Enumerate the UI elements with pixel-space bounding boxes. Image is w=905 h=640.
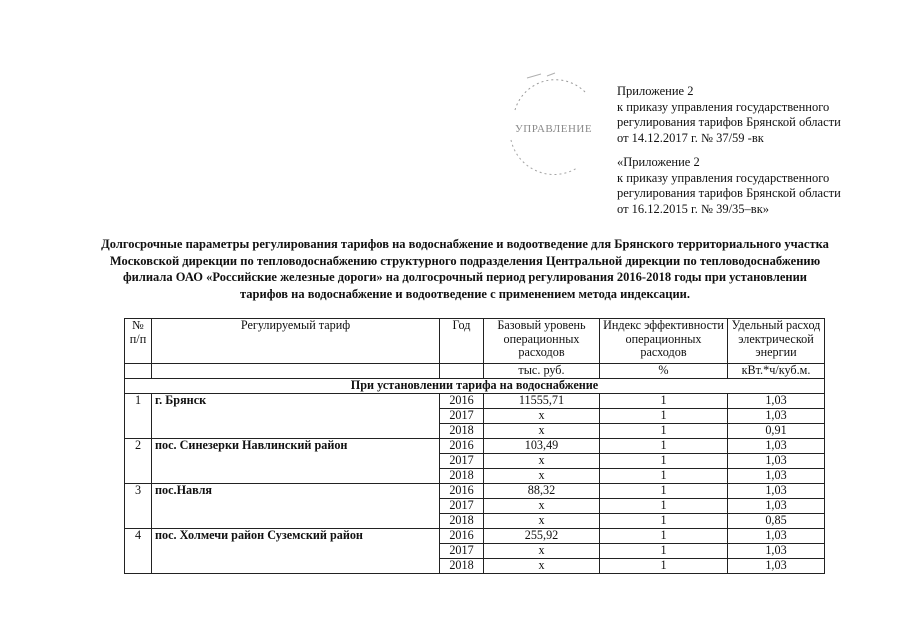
row-efficiency-index: 1 <box>600 409 728 424</box>
row-year: 2018 <box>440 559 484 574</box>
row-year: 2016 <box>440 484 484 499</box>
row-efficiency-index: 1 <box>600 424 728 439</box>
document-title <box>70 236 860 302</box>
row-base-cost: x <box>484 544 600 559</box>
title-line: Московской дирекции по тепловодоснабжению структурного подразделения Центральной дирекции по тепловодоснабжению <box>109 253 821 268</box>
header-efficiency-index: Индекс эффективности операционных расходов <box>600 319 728 364</box>
header-tariff: Регулируемый тариф <box>152 319 440 364</box>
row-energy: 0,85 <box>728 514 825 529</box>
header-num: № п/п <box>125 319 152 364</box>
row-base-cost: 103,49 <box>484 439 600 454</box>
row-efficiency-index: 1 <box>600 499 728 514</box>
row-year: 2018 <box>440 469 484 484</box>
row-base-cost: x <box>484 469 600 484</box>
row-efficiency-index: 1 <box>600 559 728 574</box>
row-base-cost: x <box>484 499 600 514</box>
row-number: 4 <box>125 529 152 574</box>
row-year: 2016 <box>440 394 484 409</box>
table-row <box>125 394 825 409</box>
header-year: Год <box>440 319 484 364</box>
row-year: 2016 <box>440 529 484 544</box>
table-row <box>125 484 825 499</box>
annex-line: к приказу управления государственного <box>617 170 830 185</box>
row-base-cost: 255,92 <box>484 529 600 544</box>
annex-line: к приказу управления государственного <box>617 99 830 114</box>
row-efficiency-index: 1 <box>600 454 728 469</box>
row-base-cost: 11555,71 <box>484 394 600 409</box>
row-energy: 0,91 <box>728 424 825 439</box>
row-efficiency-index: 1 <box>600 439 728 454</box>
row-base-cost: x <box>484 424 600 439</box>
row-location: пос. Холмечи район Суземский район <box>152 529 440 574</box>
units-empty <box>152 364 440 379</box>
row-base-cost: x <box>484 514 600 529</box>
row-year: 2016 <box>440 439 484 454</box>
units-efficiency-index: % <box>600 364 728 379</box>
row-energy: 1,03 <box>728 394 825 409</box>
row-location: г. Брянск <box>152 394 440 439</box>
row-year: 2018 <box>440 424 484 439</box>
row-efficiency-index: 1 <box>600 544 728 559</box>
units-empty <box>440 364 484 379</box>
units-empty <box>125 364 152 379</box>
row-base-cost: x <box>484 454 600 469</box>
title-line: филиала ОАО «Российские железные дороги» на долгосрочный период регулирования 2016-2018 годы при установлении <box>122 270 808 284</box>
row-base-cost: x <box>484 559 600 574</box>
row-number: 1 <box>125 394 152 439</box>
row-energy: 1,03 <box>728 469 825 484</box>
row-energy: 1,03 <box>728 559 825 574</box>
row-year: 2017 <box>440 544 484 559</box>
row-energy: 1,03 <box>728 484 825 499</box>
annex-reference-previous <box>617 155 841 217</box>
table-row <box>125 439 825 454</box>
title-line: тарифов на водоснабжение и водоотведение с применением метода индексации. <box>240 286 690 301</box>
row-location: пос.Навля <box>152 484 440 529</box>
row-energy: 1,03 <box>728 499 825 514</box>
annex-line: Приложение 2 <box>617 84 694 98</box>
row-efficiency-index: 1 <box>600 484 728 499</box>
row-location: пос. Синезерки Навлинский район <box>152 439 440 484</box>
section-row <box>125 379 825 394</box>
row-number: 2 <box>125 439 152 484</box>
row-energy: 1,03 <box>728 454 825 469</box>
table-header-row <box>125 319 825 364</box>
table-body <box>125 379 825 574</box>
annex-reference-current <box>617 84 841 146</box>
row-year: 2017 <box>440 499 484 514</box>
table-units-row <box>125 364 825 379</box>
row-efficiency-index: 1 <box>600 394 728 409</box>
header-energy-consumption: Удельный расход электрической энергии <box>728 319 825 364</box>
row-year: 2017 <box>440 409 484 424</box>
row-energy: 1,03 <box>728 529 825 544</box>
row-year: 2018 <box>440 514 484 529</box>
annex-line: от 14.12.2017 г. № 37/59 -вк <box>617 130 764 145</box>
row-efficiency-index: 1 <box>600 514 728 529</box>
row-energy: 1,03 <box>728 439 825 454</box>
units-energy: кВт.*ч/куб.м. <box>728 364 825 379</box>
annex-line: регулирования тарифов Брянской области <box>617 186 841 201</box>
row-energy: 1,03 <box>728 409 825 424</box>
row-base-cost: 88,32 <box>484 484 600 499</box>
annex-line: «Приложение 2 <box>617 155 700 169</box>
row-energy: 1,03 <box>728 544 825 559</box>
title-line: Долгосрочные параметры регулирования тарифов на водоснабжение и водоотведение для Брянского территориального участка <box>101 237 829 251</box>
annex-line: от 16.12.2015 г. № 39/35–вк» <box>617 201 770 216</box>
header-base-cost: Базовый уровень операционных расходов <box>484 319 600 364</box>
tariff-parameters-table <box>124 318 825 574</box>
table-row <box>125 529 825 544</box>
row-number: 3 <box>125 484 152 529</box>
row-efficiency-index: 1 <box>600 469 728 484</box>
stamp-text: УПРАВЛЕНИЕ <box>515 123 593 135</box>
annex-line: регулирования тарифов Брянской области <box>617 115 841 130</box>
row-base-cost: x <box>484 409 600 424</box>
row-efficiency-index: 1 <box>600 529 728 544</box>
row-year: 2017 <box>440 454 484 469</box>
section-heading: При установлении тарифа на водоснабжение <box>125 379 825 394</box>
stamp-seal <box>497 70 607 180</box>
units-base-cost: тыс. руб. <box>484 364 600 379</box>
